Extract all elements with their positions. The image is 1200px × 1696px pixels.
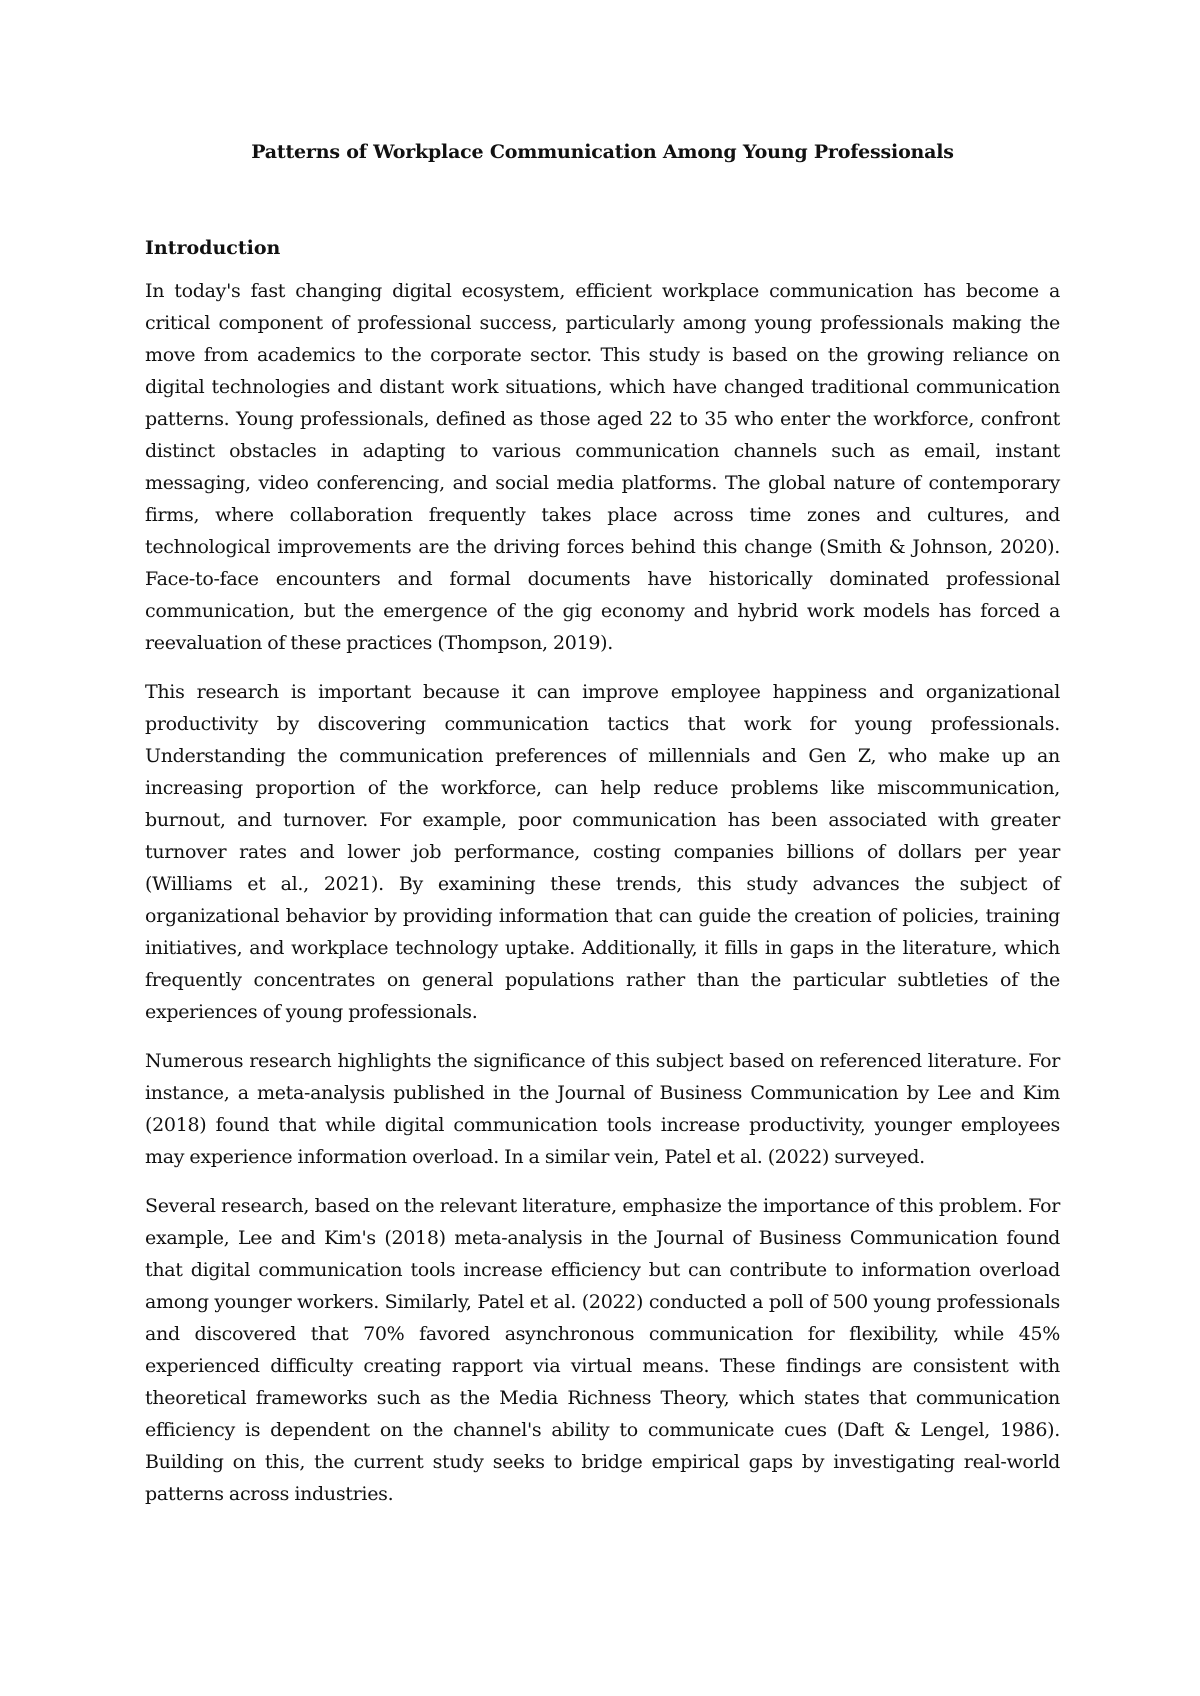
paragraph-1: In today's fast changing digital ecosystem, efficient workplace communication has become a critical component of professional success, particularly among young professionals making the move from academics to the corporate sector. This study is based on the growing reliance on digital technologies and distant work situations, which have changed traditional communication patterns. Young professionals, defined as those aged 22 to 35 who enter the workforce, confront distinct obstacles in adapting to various communication channels such as email, instant messaging, video conferencing, and social media platforms. The global nature of contemporary firms, where collaboration frequently takes place across time zones and cultures, and technological improvements are the driving forces behind this change (Smith & Johnson, 2020). Face-to-face encounters and formal documents have historically dominated professional communication, but the emergence of the gig economy and hybrid work models has forced a reevaluation of these practices (Thompson, 2019). — [145, 280, 1060, 654]
document-page — [145, 140, 1060, 1527]
paragraph-3: Numerous research highlights the significance of this subject based on referenced literature. For instance, a meta-analysis published in the Journal of Business Communication by Lee and Kim (2018) found that while digital communication tools increase productivity, younger employees may experience information overload. In a similar vein, Patel et al. (2022) surveyed. — [145, 1050, 1060, 1168]
paragraph-4: Several research, based on the relevant literature, emphasize the importance of this problem. For example, Lee and Kim's (2018) meta-analysis in the Journal of Business Communication found that digital communication tools increase efficiency but can contribute to information overload among younger workers. Similarly, Patel et al. (2022) conducted a poll of 500 young professionals and discovered that 70% favored asynchronous communication for flexibility, while 45% experienced difficulty creating rapport via virtual means. These findings are consistent with theoretical frameworks such as the Media Richness Theory, which states that communication efficiency is dependent on the channel's ability to communicate cues (Daft & Lengel, 1986). Building on this, the current study seeks to bridge empirical gaps by investigating real-world patterns across industries. — [145, 1195, 1060, 1505]
paragraph-2: This research is important because it can improve employee happiness and organizational productivity by discovering communication tactics that work for young professionals. Understanding the communication preferences of millennials and Gen Z, who make up an increasing proportion of the workforce, can help reduce problems like miscommunication, burnout, and turnover. For example, poor communication has been associated with greater turnover rates and lower job performance, costing companies billions of dollars per year (Williams et al., 2021). By examining these trends, this study advances the subject of organizational behavior by providing information that can guide the creation of policies, training initiatives, and workplace technology uptake. Additionally, it fills in gaps in the literature, which frequently concentrates on general populations rather than the particular subtleties of the experiences of young professionals. — [145, 681, 1060, 1023]
section-heading-introduction: Introduction — [145, 237, 281, 259]
document-title: Patterns of Workplace Communication Among Young Professionals — [251, 141, 954, 163]
